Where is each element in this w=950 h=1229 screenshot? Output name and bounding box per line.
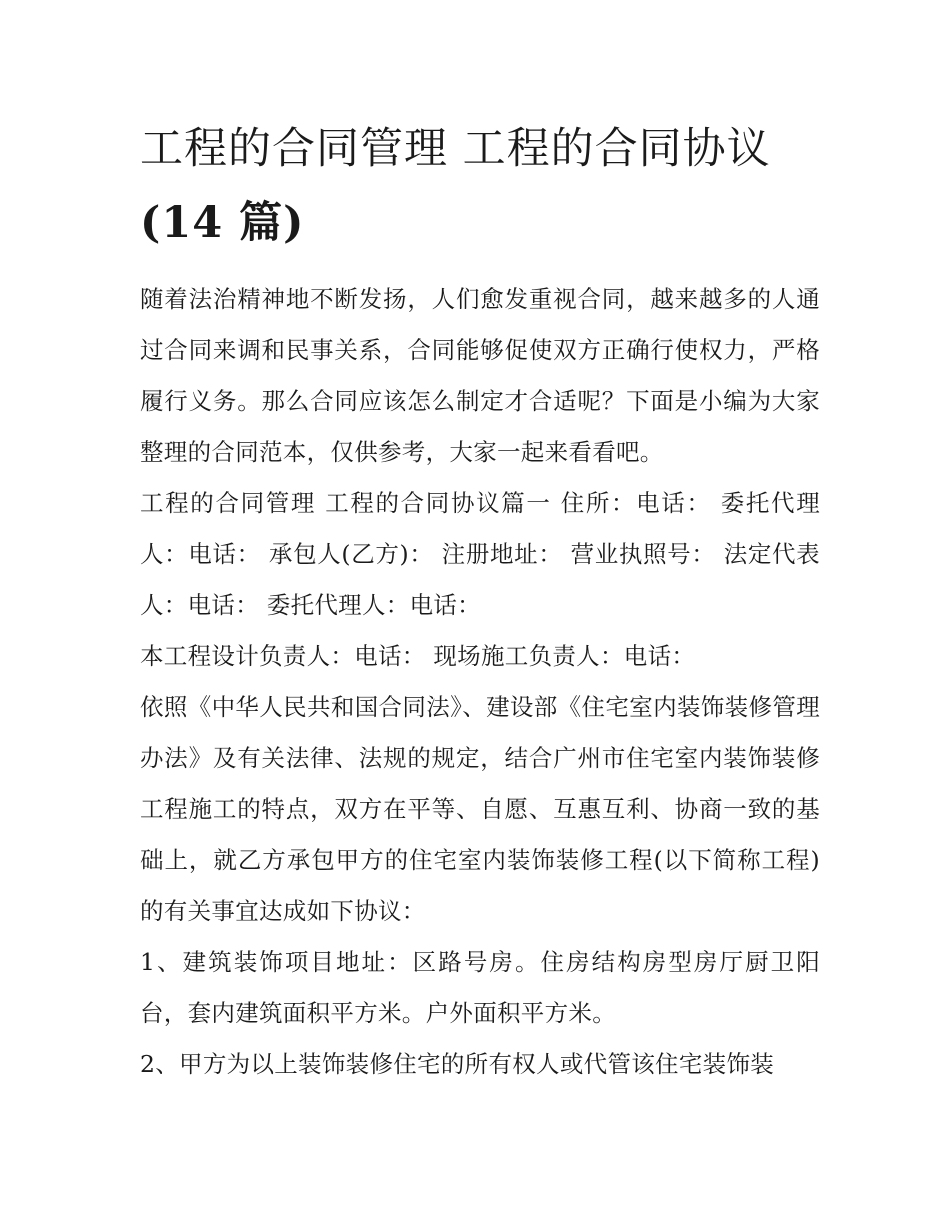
document-body — [140, 112, 820, 1090]
document-title-count: (14 篇) — [140, 198, 305, 248]
contract-parties-paragraph: 工程的合同管理 工程的合同协议篇一 住所：电话： 委托代理人：电话： 承包人(乙方)： 注册地址： 营业执照号： 法定代表人：电话： 委托代理人：电话： — [140, 489, 820, 619]
clause-2-paragraph: 2、甲方为以上装饰装修住宅的所有权人或代管该住宅装饰装 — [140, 1050, 775, 1078]
document-title-main: 工程的合同管理 工程的合同协议 — [140, 124, 771, 174]
project-contacts-paragraph: 本工程设计负责人：电话： 现场施工负责人：电话： — [140, 642, 696, 670]
document-title — [140, 112, 820, 260]
intro-paragraph: 随着法治精神地不断发扬，人们愈发重视合同，越来越多的人通过合同来调和民事关系，合同能够促使双方正确行使权力，严格履行义务。那么合同应该怎么制定才合适呢？下面是小编为大家整理的合同范本，仅供参考，大家一起来看看吧。 — [140, 285, 820, 466]
legal-basis-paragraph: 依照《中华人民共和国合同法》、建设部《住宅室内装饰装修管理办法》及有关法律、法规的规定，结合广州市住宅室内装饰装修工程施工的特点，双方在平等、自愿、互惠互利、协商一致的基础上，就乙方承包甲方的住宅室内装饰装修工程(以下简称工程)的有关事宜达成如下协议： — [140, 693, 820, 925]
clause-1-paragraph: 1、建筑装饰项目地址：区路号房。住房结构房型房厅厨卫阳台，套内建筑面积平方米。户外面积平方米。 — [140, 948, 820, 1027]
